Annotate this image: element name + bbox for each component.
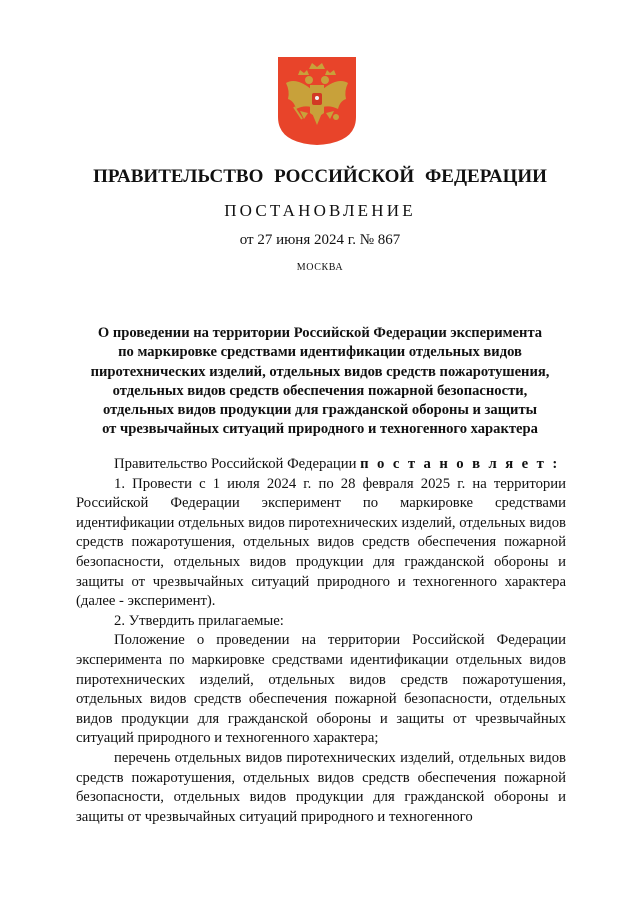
- title-line: по маркировке средствами идентификации отдельных видов: [118, 344, 522, 361]
- body-paragraph: Положение о проведении на территории Российской Федерации эксперимента по маркировке средствами идентификации отдельных видов пиротехнических изделий, отдельных видов средств пожаротушения, отдельных видов средств обеспечения пожарной безопасности, отдельных видов продукции для гражданской обороны и защиты от чрезвычайных ситуаций природного и техногенного характера;: [76, 632, 566, 747]
- intro-text: Правительство Российской Федерации: [114, 456, 361, 472]
- title-line: отдельных видов средств обеспечения пожарной безопасности,: [112, 382, 528, 399]
- decree-word: п о с т а н о в л я е т :: [360, 456, 560, 472]
- document-date-number: от 27 июня 2024 г. № 867: [239, 232, 401, 248]
- coat-of-arms-graphic: [276, 55, 358, 147]
- russian-coat-of-arms-icon: [276, 55, 358, 147]
- document-city: МОСКВА: [296, 262, 344, 273]
- title-line: О проведении на территории Российской Федерации эксперимента: [97, 325, 543, 341]
- intro-paragraph: [76, 455, 566, 475]
- title-line: от чрезвычайных ситуаций природного и техногенного характера: [102, 421, 538, 438]
- body-paragraph: 2. Утвердить прилагаемые:: [114, 612, 284, 629]
- organization-name-text: ПРАВИТЕЛЬСТВО РОССИЙСКОЙ ФЕДЕРАЦИИ: [93, 166, 547, 187]
- document-type: ПОСТАНОВЛЕНИЕ: [224, 201, 416, 220]
- body-paragraph: перечень отдельных видов пиротехнических изделий, отдельных видов средств пожаротушения, отдельных видов средств обеспечения пожарной безопасности, отдельных видов продукции для гражданской обороны и защиты от чрезвычайных ситуаций природного и техногенного: [76, 749, 566, 825]
- document-title: [76, 324, 564, 440]
- body-paragraph: 1. Провести с 1 июля 2024 г. по 28 февраля 2025 г. на территории Российской Федерации эксперимент по маркировке средствами идентификации отдельных видов пиротехнических изделий, отдельных видов средств пожаротушения, отдельных видов средств обеспечения пожарной безопасности, отдельных видов продукции для гражданской обороны и защиты от чрезвычайных ситуаций природного и техногенного характера (далее - эксперимент).: [76, 475, 566, 610]
- document-body: [76, 455, 566, 827]
- organization-name: [0, 166, 640, 188]
- title-line: пиротехнических изделий, отдельных видов средств пожаротушения,: [90, 363, 550, 380]
- title-line: отдельных видов продукции для гражданской обороны и защиты: [102, 402, 538, 419]
